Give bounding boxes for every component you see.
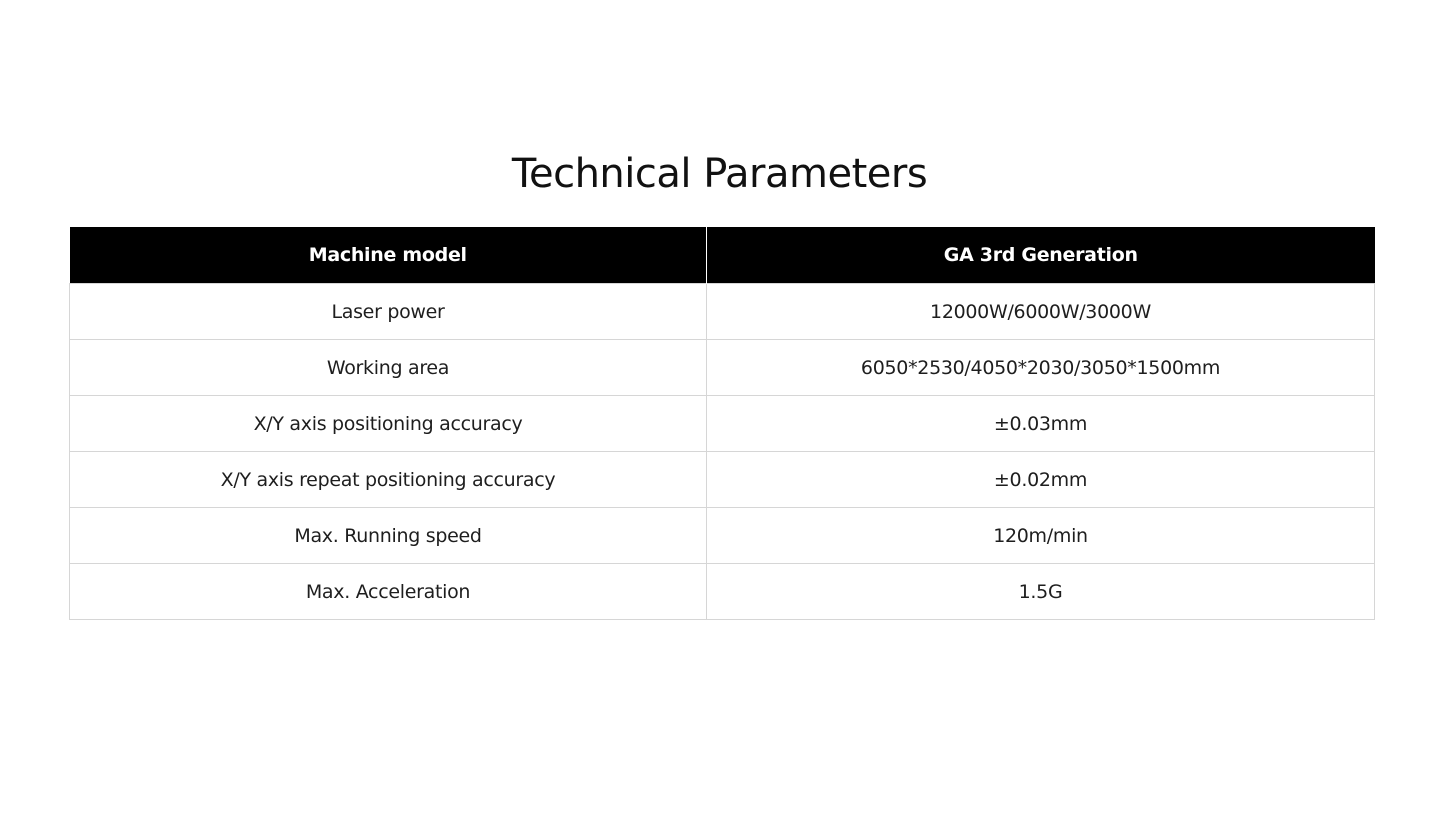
- param-name-cell: X/Y axis positioning accuracy: [70, 396, 707, 452]
- page-title: Technical Parameters: [511, 151, 928, 197]
- table-row: [70, 564, 1375, 620]
- table-row: [70, 284, 1375, 340]
- technical-parameters-table: [69, 227, 1375, 620]
- table-row: [70, 340, 1375, 396]
- header-machine-model: Machine model: [70, 227, 707, 284]
- param-name-cell: Max. Acceleration: [70, 564, 707, 620]
- table-header-row: [70, 227, 1375, 284]
- param-value-cell: ±0.02mm: [707, 452, 1375, 508]
- param-value-cell: 1.5G: [707, 564, 1375, 620]
- table-row: [70, 396, 1375, 452]
- param-value-cell: 120m/min: [707, 508, 1375, 564]
- param-name-cell: X/Y axis repeat positioning accuracy: [70, 452, 707, 508]
- param-name-cell: Max. Running speed: [70, 508, 707, 564]
- param-value-cell: 12000W/6000W/3000W: [707, 284, 1375, 340]
- table-row: [70, 452, 1375, 508]
- param-name-cell: Laser power: [70, 284, 707, 340]
- table-row: [70, 508, 1375, 564]
- header-model-value: GA 3rd Generation: [707, 227, 1375, 284]
- param-value-cell: ±0.03mm: [707, 396, 1375, 452]
- param-value-cell: 6050*2530/4050*2030/3050*1500mm: [707, 340, 1375, 396]
- param-name-cell: Working area: [70, 340, 707, 396]
